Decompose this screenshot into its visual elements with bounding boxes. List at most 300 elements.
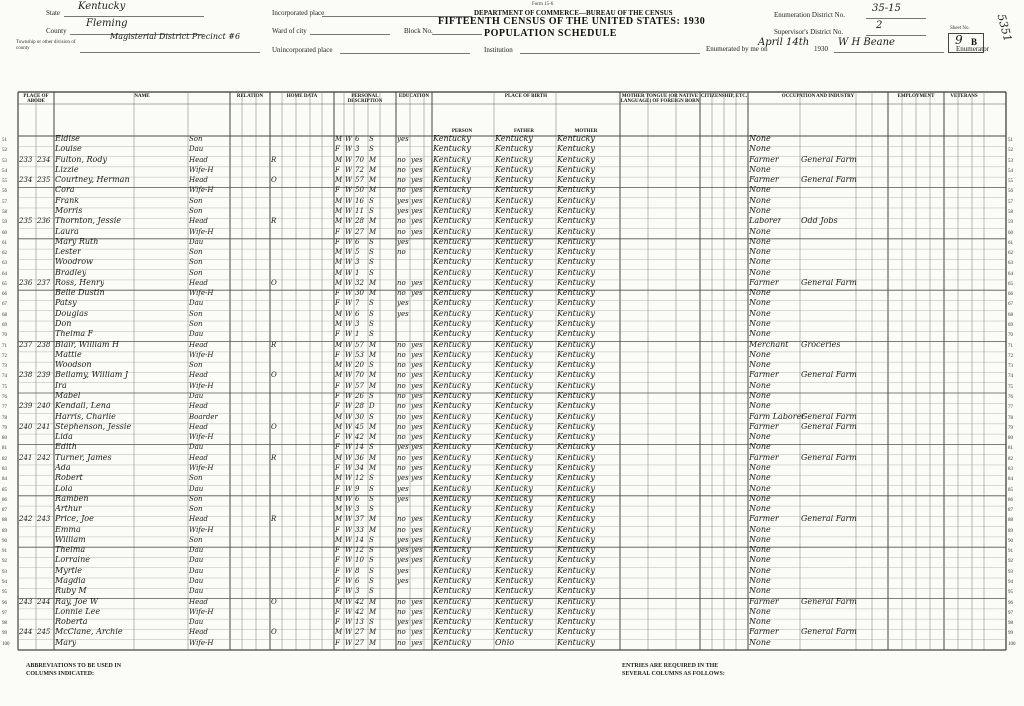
cell-school: yes (397, 474, 409, 483)
cell-age: 5 (355, 248, 360, 257)
cell-race: W (345, 463, 353, 472)
cell-race: W (345, 248, 353, 257)
cell-relation: Son (189, 135, 203, 143)
cell-marital: M (369, 278, 377, 287)
cell-occupation: None (749, 268, 771, 277)
cell-race: W (345, 628, 353, 637)
cell-read: yes (411, 412, 423, 421)
cell-read: yes (411, 340, 423, 349)
cell-race: W (345, 556, 353, 565)
cell-race: W (345, 587, 353, 596)
column-group-label: PLACE OF BIRTH (504, 94, 548, 99)
cell-mother: Kentucky (557, 422, 595, 431)
cell-school: yes (397, 535, 409, 544)
cell-father: Kentucky (495, 145, 533, 154)
cell-race: W (345, 577, 353, 586)
cell-school: no (397, 607, 406, 616)
cell-race: W (345, 505, 353, 514)
cell-mother: Kentucky (557, 278, 595, 287)
cell-school: no (397, 217, 406, 226)
cell-age: 7 (355, 299, 360, 308)
cell-sex: F (335, 299, 340, 308)
cell-name: Robert (55, 474, 83, 483)
cell-read: yes (411, 278, 423, 287)
cell-school: yes (397, 618, 409, 627)
cell-mother: Kentucky (557, 566, 595, 575)
line-number: 56 (2, 189, 7, 195)
cell-read: yes (411, 618, 423, 627)
cell-occupation: None (749, 474, 771, 483)
cell-race: W (345, 546, 353, 555)
cell-birth: Kentucky (433, 289, 471, 298)
cell-race: W (345, 237, 353, 246)
cell-birth: Kentucky (433, 217, 471, 226)
cell-mother: Kentucky (557, 494, 595, 503)
line-number: 54 (1008, 168, 1013, 174)
cell-father: Kentucky (495, 155, 533, 164)
cell-mother: Kentucky (557, 248, 595, 257)
cell-father: Kentucky (495, 556, 533, 565)
line-number: 68 (1008, 312, 1013, 318)
cell-read: yes (411, 289, 423, 298)
cell-sex: F (335, 525, 340, 534)
cell-race: W (345, 165, 353, 174)
cell-school: yes (397, 206, 409, 215)
cell-family: 236 (37, 217, 51, 226)
cell-birth: Kentucky (433, 474, 471, 483)
cell-father: Kentucky (495, 237, 533, 246)
cell-birth: Kentucky (433, 381, 471, 390)
cell-marital: S (369, 443, 374, 452)
cell-occupation: None (749, 299, 771, 308)
cell-age: 9 (355, 484, 360, 493)
cell-read: yes (411, 556, 423, 565)
cell-occupation: Farmer (749, 628, 779, 637)
line-number: 89 (1008, 528, 1013, 534)
cell-sex: M (335, 196, 343, 205)
cell-birth: Kentucky (433, 248, 471, 257)
cell-mother: Kentucky (557, 176, 595, 185)
cell-race: W (345, 392, 353, 400)
cell-birth: Kentucky (433, 237, 471, 246)
cell-school: no (397, 278, 406, 287)
cell-age: 70 (355, 155, 364, 164)
cell-birth: Kentucky (433, 577, 471, 586)
cell-race: W (345, 135, 353, 143)
cell-school: no (397, 638, 406, 647)
cell-occupation: Farm Laborer (749, 412, 806, 421)
cell-relation: Head (189, 628, 208, 637)
cell-marital: M (369, 340, 377, 349)
cell-school: no (397, 381, 406, 390)
line-number: 52 (1008, 148, 1013, 154)
cell-occupation: None (749, 186, 771, 195)
cell-mother: Kentucky (557, 155, 595, 164)
line-number: 71 (2, 343, 7, 349)
cell-name: Bellamy, William J (55, 371, 129, 380)
line-number: 79 (2, 425, 7, 431)
abbreviations-title: ABBREVIATIONS TO BE USED IN COLUMNS INDICATED: (26, 663, 122, 677)
cell-father: Kentucky (495, 453, 533, 462)
cell-age: 20 (355, 361, 364, 370)
cell-marital: S (369, 145, 374, 154)
cell-relation: Son (189, 494, 203, 503)
cell-school: no (397, 227, 406, 236)
line-number: 84 (1008, 477, 1013, 483)
cell-sex: F (335, 237, 340, 246)
cell-birth: Kentucky (433, 535, 471, 544)
cell-school: yes (397, 196, 409, 205)
cell-name: Lester (55, 248, 81, 257)
cell-sex: M (335, 217, 343, 226)
cell-race: W (345, 474, 353, 483)
cell-industry: General Farm (801, 628, 857, 637)
cell-sex: M (335, 453, 343, 462)
line-number: 53 (2, 158, 7, 164)
cell-family: 243 (37, 515, 51, 524)
cell-sex: M (335, 597, 343, 606)
cell-sex: M (335, 535, 343, 544)
line-number: 68 (2, 312, 7, 318)
cell-name: Louise (55, 145, 82, 154)
cell-dwelling: 238 (19, 371, 33, 380)
cell-race: W (345, 309, 353, 318)
sheet-side: B (971, 37, 978, 47)
cell-school: yes (397, 556, 409, 565)
cell-marital: S (369, 320, 374, 329)
cell-mother: Kentucky (557, 628, 595, 637)
cell-birth: Kentucky (433, 628, 471, 637)
state-label: State (46, 9, 60, 17)
cell-age: 16 (355, 196, 364, 205)
cell-mother: Kentucky (557, 525, 595, 534)
cell-relation: Son (189, 258, 203, 267)
cell-read: yes (411, 422, 423, 431)
cell-relation: Son (189, 309, 203, 318)
cell-home: R (271, 453, 277, 462)
cell-mother: Kentucky (557, 196, 595, 205)
cell-birth: Kentucky (433, 546, 471, 555)
cell-dwelling: 242 (19, 515, 33, 524)
cell-birth: Kentucky (433, 155, 471, 164)
cell-sex: F (335, 587, 340, 596)
line-number: 91 (2, 549, 7, 555)
cell-race: W (345, 453, 353, 462)
cell-relation: Wife-H (189, 433, 214, 442)
cell-school: no (397, 176, 406, 185)
cell-relation: Head (189, 176, 208, 185)
cell-marital: S (369, 196, 374, 205)
cell-mother: Kentucky (557, 309, 595, 318)
cell-read: yes (411, 165, 423, 174)
cell-mother: Kentucky (557, 289, 595, 298)
cell-occupation: None (749, 566, 771, 575)
cell-occupation: None (749, 443, 771, 452)
cell-sex: F (335, 381, 340, 390)
cell-read: yes (411, 350, 423, 359)
cell-dwelling: 243 (19, 597, 33, 606)
cell-relation: Son (189, 196, 203, 205)
cell-relation: Son (189, 474, 203, 483)
cell-father: Kentucky (495, 248, 533, 257)
cell-father: Kentucky (495, 206, 533, 215)
cell-race: W (345, 371, 353, 380)
cell-age: 1 (355, 268, 360, 277)
cell-relation: Boarder (189, 412, 218, 421)
cell-race: W (345, 320, 353, 329)
cell-father: Kentucky (495, 597, 533, 606)
line-number: 93 (1008, 569, 1013, 575)
cell-home: O (271, 422, 277, 431)
cell-age: 36 (355, 453, 364, 462)
cell-birth: Kentucky (433, 422, 471, 431)
cell-dwelling: 244 (19, 628, 33, 637)
cell-school: no (397, 412, 406, 421)
line-number: 74 (2, 374, 7, 380)
cell-name: Frank (55, 196, 80, 205)
cell-birth: Kentucky (433, 206, 471, 215)
cell-read: yes (411, 176, 423, 185)
cell-dwelling: 234 (19, 176, 33, 185)
line-number: 99 (2, 631, 7, 637)
cell-age: 42 (355, 597, 364, 606)
line-number: 63 (2, 261, 7, 267)
line-number: 100 (1008, 641, 1016, 647)
cell-name: McClane, Archie (55, 628, 123, 637)
county-label: County (46, 27, 67, 35)
cell-marital: M (369, 453, 377, 462)
cell-name: Belle Dustin (55, 289, 105, 298)
cell-age: 45 (355, 422, 364, 431)
cell-occupation: None (749, 145, 771, 154)
cell-relation: Dau (189, 237, 204, 246)
line-number: 86 (1008, 497, 1013, 503)
cell-dwelling: 237 (19, 340, 33, 349)
cell-race: W (345, 412, 353, 421)
cell-father: Kentucky (495, 535, 533, 544)
cell-marital: M (369, 433, 377, 442)
cell-age: 32 (355, 278, 364, 287)
line-number: 62 (1008, 251, 1013, 257)
cell-family: 235 (37, 176, 51, 185)
line-number: 88 (1008, 518, 1013, 524)
line-number: 90 (1008, 538, 1013, 544)
line-number: 87 (1008, 508, 1013, 514)
cell-birth: Kentucky (433, 350, 471, 359)
cell-father: Kentucky (495, 186, 533, 195)
column-group-label: RELATION (236, 94, 264, 99)
cell-occupation: None (749, 309, 771, 318)
cell-marital: S (369, 412, 374, 421)
cell-marital: S (369, 556, 374, 565)
line-number: 69 (1008, 323, 1013, 329)
cell-mother: Kentucky (557, 463, 595, 472)
cell-relation: Head (189, 597, 208, 606)
cell-relation: Dau (189, 577, 204, 586)
cell-name: Lola (55, 484, 73, 493)
cell-race: W (345, 155, 353, 164)
cell-family: 245 (37, 628, 51, 637)
cell-home: O (271, 176, 277, 185)
cell-industry: Groceries (801, 340, 841, 349)
line-number: 82 (2, 456, 7, 462)
cell-race: W (345, 350, 353, 359)
cell-marital: S (369, 309, 374, 318)
line-number: 84 (2, 477, 7, 483)
line-number: 97 (2, 610, 7, 616)
cell-sex: F (335, 402, 340, 411)
cell-mother: Kentucky (557, 474, 595, 483)
cell-sex: M (335, 494, 343, 503)
cell-home: R (271, 155, 277, 164)
cell-age: 6 (355, 494, 360, 503)
cell-marital: M (369, 155, 377, 164)
cell-school: no (397, 628, 406, 637)
cell-age: 33 (355, 525, 364, 534)
cell-age: 37 (355, 515, 364, 524)
cell-father: Kentucky (495, 278, 533, 287)
cell-read: yes (411, 546, 423, 555)
cell-school: no (397, 433, 406, 442)
line-number: 98 (1008, 621, 1013, 627)
cell-marital: D (369, 402, 375, 411)
cell-mother: Kentucky (557, 577, 595, 586)
cell-occupation: Laborer (749, 217, 782, 226)
cell-mother: Kentucky (557, 381, 595, 390)
cell-father: Ohio (495, 638, 515, 647)
cell-marital: M (369, 186, 377, 195)
cell-occupation: None (749, 484, 771, 493)
cell-birth: Kentucky (433, 268, 471, 277)
supervisors-district-value: 2 (876, 20, 883, 31)
cell-marital: M (369, 227, 377, 236)
cell-sex: M (335, 268, 343, 277)
cell-occupation: Merchant (749, 340, 789, 349)
line-number: 96 (2, 600, 7, 606)
cell-name: Cora (55, 186, 75, 195)
cell-school: yes (397, 494, 409, 503)
cell-occupation: Farmer (749, 597, 779, 606)
cell-name: Blair, William H (55, 340, 119, 349)
cell-name: Thornton, Jessie (55, 217, 121, 226)
cell-birth: Kentucky (433, 340, 471, 349)
cell-age: 8 (355, 566, 360, 575)
cell-marital: S (369, 535, 374, 544)
cell-age: 3 (355, 505, 360, 514)
cell-relation: Wife-H (189, 607, 214, 616)
cell-sex: M (335, 628, 343, 637)
cell-birth: Kentucky (433, 587, 471, 596)
cell-read: yes (411, 206, 423, 215)
block-label: Block No. (404, 27, 433, 35)
cell-sex: M (335, 515, 343, 524)
cell-father: Kentucky (495, 402, 533, 411)
line-number: 81 (1008, 446, 1013, 452)
line-number: 71 (1008, 343, 1013, 349)
line-number: 56 (1008, 189, 1013, 195)
cell-family: 238 (37, 340, 51, 349)
cell-relation: Head (189, 515, 208, 524)
cell-father: Kentucky (495, 258, 533, 267)
cell-relation: Head (189, 278, 208, 287)
cell-age: 57 (355, 340, 364, 349)
cell-marital: S (369, 135, 374, 143)
cell-race: W (345, 299, 353, 308)
cell-occupation: Farmer (749, 453, 779, 462)
cell-relation: Wife-H (189, 638, 214, 647)
line-number: 89 (2, 528, 7, 534)
cell-marital: M (369, 350, 377, 359)
cell-father: Kentucky (495, 628, 533, 637)
cell-occupation: None (749, 607, 771, 616)
cell-race: W (345, 145, 353, 154)
cell-father: Kentucky (495, 494, 533, 503)
column-group-label: PLACE OF ABODE (23, 94, 49, 104)
cell-family: 244 (37, 597, 51, 606)
line-number: 67 (1008, 302, 1013, 308)
cell-sex: F (335, 165, 340, 174)
column-group-label: HOME DATA (286, 94, 318, 99)
cell-birth: Kentucky (433, 618, 471, 627)
cell-name: Courtney, Herman (55, 176, 130, 185)
cell-industry: General Farm (801, 155, 857, 164)
cell-father: Kentucky (495, 525, 533, 534)
cell-age: 6 (355, 577, 360, 586)
cell-age: 14 (355, 443, 364, 452)
cell-dwelling: 236 (19, 278, 33, 287)
cell-birth: Kentucky (433, 227, 471, 236)
cell-read: yes (411, 155, 423, 164)
cell-birth: Kentucky (433, 412, 471, 421)
schedule-title: POPULATION SCHEDULE (484, 28, 617, 39)
entries-title: ENTRIES ARE REQUIRED IN THE SEVERAL COLUMNS AS FOLLOWS: (622, 663, 725, 677)
line-number: 55 (1008, 179, 1013, 185)
cell-name: Arthur (55, 505, 82, 514)
cell-name: Mary Ruth (55, 237, 99, 246)
cell-sex: F (335, 618, 340, 627)
cell-sex: M (335, 206, 343, 215)
cell-read: yes (411, 392, 423, 400)
cell-marital: M (369, 628, 377, 637)
cell-father: Kentucky (495, 299, 533, 308)
cell-read: yes (411, 515, 423, 524)
cell-birth: Kentucky (433, 638, 471, 647)
line-number: 60 (1008, 230, 1013, 236)
cell-relation: Dau (189, 145, 204, 154)
cell-sex: F (335, 546, 340, 555)
cell-mother: Kentucky (557, 433, 595, 442)
cell-father: Kentucky (495, 135, 533, 143)
cell-school: yes (397, 299, 409, 308)
cell-school: no (397, 248, 406, 257)
cell-age: 30 (355, 412, 364, 421)
cell-birth: Kentucky (433, 309, 471, 318)
ward-label: Ward of city (272, 27, 307, 35)
enumerator-label: Enumerator (956, 45, 990, 53)
cell-home: O (271, 597, 277, 606)
line-number: 75 (2, 384, 7, 390)
line-number: 62 (2, 251, 7, 257)
cell-occupation: Farmer (749, 176, 779, 185)
cell-school: no (397, 515, 406, 524)
cell-father: Kentucky (495, 474, 533, 483)
cell-birth: Kentucky (433, 145, 471, 154)
cell-race: W (345, 422, 353, 431)
cell-age: 70 (355, 371, 364, 380)
line-number: 83 (2, 466, 7, 472)
cell-marital: S (369, 361, 374, 370)
cell-marital: M (369, 217, 377, 226)
